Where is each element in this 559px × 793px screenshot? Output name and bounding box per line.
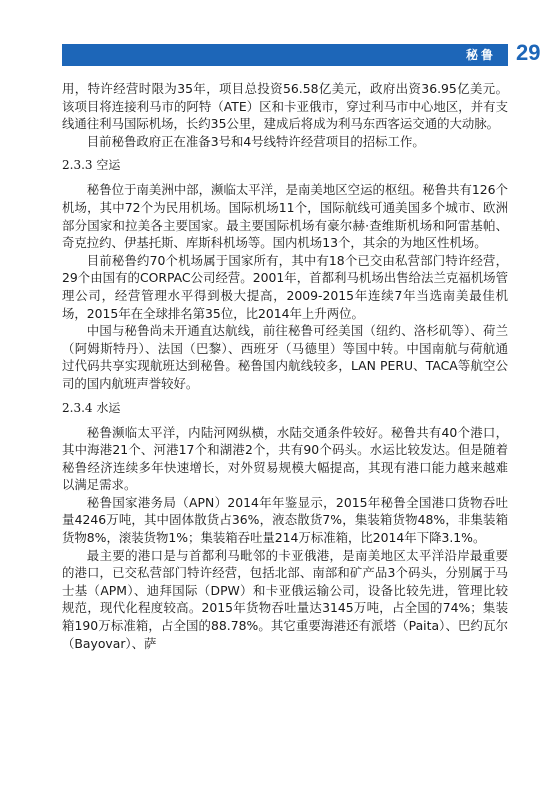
section-heading-water: 2.3.4 水运 (62, 400, 121, 415)
paragraph: 用，特许经营时限为35年，项目总投资56.58亿美元，政府出资36.95亿美元。该项目将连接利马市的阿特（ATE）区和卡亚俄市，穿过利马市中心地区，并有支线通往利马国际机场，长约35公里，建成后将成为利马东西客运交通的大动脉。 (62, 81, 508, 132)
paragraph: 最主要的港口是与首都利马毗邻的卡亚俄港，是南美地区太平洋沿岸最重要的港口，已交私营部门特许经营，包括北部、南部和矿产品3个码头，分别属于马士基（APM）、迪拜国际（DPW）和卡亚俄运输公司，设备比较先进，管理比较规范，现代化程度较高。2015年货物吞吐量达3145万吨，占全国的74%；集装箱190万标准箱，占全国的88.78%。其它重要海港还有派塔（Paita）、巴约瓦尔（Bayovar）、萨 (62, 547, 508, 651)
header-band (62, 44, 508, 66)
paragraph: 秘鲁位于南美洲中部，濒临太平洋，是南美地区空运的枢纽。秘鲁共有126个机场，其中72个为民用机场。国际机场11个，国际航线可通美国多个城市、欧洲部分国家和拉美各主要国家。最主要国际机场有豪尔赫·查维斯机场和阿雷基帕、奇克拉约、伊基托斯、库斯科机场等。国内机场13个，其余的为地区性机场。 (62, 182, 508, 251)
paragraph: 目前秘鲁政府正在准备3号和4号线特许经营项目的招标工作。 (86, 133, 425, 149)
paragraph: 中国与秘鲁尚未开通直达航线，前往秘鲁可经美国（纽约、洛杉矶等）、荷兰（阿姆斯特丹）、法国（巴黎）、西班牙（马德里）等国中转。中国南航与荷航通过代码共享实现航班达到秘鲁。秘鲁国内航线较多，LAN PERU、TACA等航空公司的国内航班声誉较好。 (62, 323, 508, 391)
paragraph: 秘鲁国家港务局（APN）2014年年鉴显示，2015年秘鲁全国港口货物吞吐量4246万吨，其中固体散货占36%，液态散货7%，集装箱货物48%，非集装箱货物8%，滚装货物1%；集装箱吞吐量214万标准箱，比2014年下降3.1%。 (62, 494, 508, 546)
page-number: 29 (516, 40, 541, 65)
section-title: 秘鲁 (465, 48, 496, 62)
paragraph: 秘鲁濒临太平洋，内陆河网纵横，水陆交通条件较好。秘鲁共有40个港口，其中海港21个、河港17个和湖港2个，共有90个码头。水运比较发达。但是随着秘鲁经济连续多年快速增长，对外贸易规模大幅提高，其现有港口能力越来越难以满足需求。 (62, 424, 508, 493)
main-content (62, 80, 508, 652)
section-heading-air: 2.3.3 空运 (62, 158, 121, 173)
paragraph: 目前秘鲁约70个机场属于国家所有，其中有18个已交由私营部门特许经营，29个由国有的CORPAC公司经营。2001年，首都利马机场出售给法兰克福机场管理公司，经营管理水平得到极大提高，2009-2015年连续7年当选南美最佳机场，2015年在全球排名第35位，比2014年上升两位。 (62, 252, 508, 321)
